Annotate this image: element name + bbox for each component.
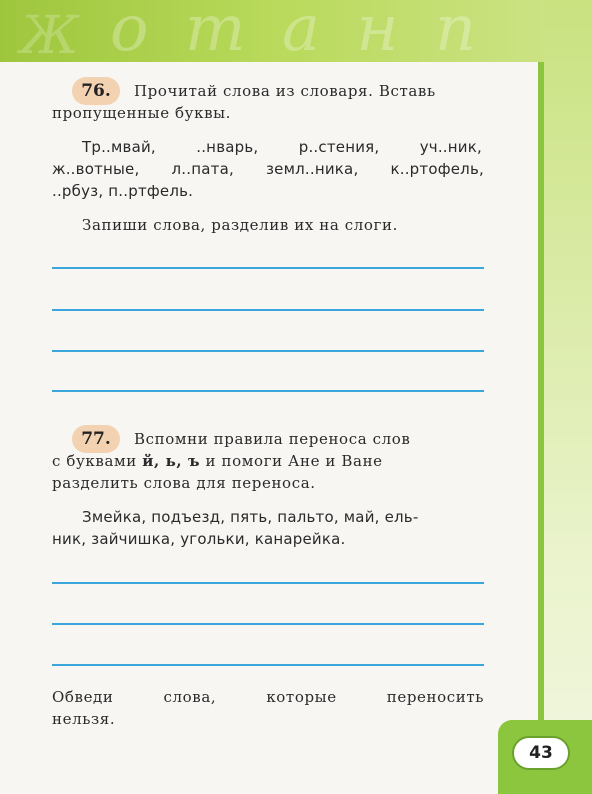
exercise-76-words-line3: ..рбуз, п..ртфель. [52,182,194,200]
word-item: р..стения, [298,138,380,156]
exercise-77-final-line2: нельзя. [52,710,116,728]
exercise-76-number: 76. [72,77,120,105]
word-item: Тр..мвай, [82,138,156,156]
task-text: с буквами [52,452,137,470]
exercise-77-final-line1: Обведи слова, которые переносить [52,688,484,706]
exercise-76-instruction: Запиши слова, разделив их на слоги. [82,216,398,234]
word-item: ж..вотные, [52,160,140,178]
exercise-76-task-line2: пропущенные буквы. [52,104,232,122]
exercise-76-words-line1 [82,136,482,158]
writing-line[interactable] [52,582,484,584]
writing-line[interactable] [52,350,484,352]
writing-line[interactable] [52,267,484,269]
exercise-77-words-line2: ник, зайчишка, угольки, канарейка. [52,530,346,548]
word-item: л..пата, [171,160,234,178]
exercise-76-task-line1: Прочитай слова из словаря. Вставь [134,82,436,100]
word-item: уч..ник, [419,138,482,156]
decorative-letters: Ж [20,6,79,66]
page-number: 43 [512,736,570,770]
exercise-76-words-line2 [52,158,484,180]
word-item: ..нварь, [196,138,259,156]
word-item: к..ртофель, [390,160,484,178]
writing-line[interactable] [52,390,484,392]
header-banner [0,0,592,66]
right-margin-rule [538,62,544,794]
exercise-77-words-line1: Змейка, подъезд, пять, пальто, май, ель- [82,508,419,526]
exercise-77-task-line1: Вспомни правила переноса слов [134,430,411,448]
word-item: земл..ника, [266,160,359,178]
right-margin-strip [544,0,592,794]
writing-line[interactable] [52,309,484,311]
writing-line[interactable] [52,664,484,666]
exercise-77-number: 77. [72,425,120,453]
exercise-77-task-line2 [52,450,383,472]
exercise-77-task-line3: разделить слова для переноса. [52,474,316,492]
decorative-letters: о т а н п [110,0,485,66]
task-text: и помоги Ане и Ване [205,452,383,470]
highlighted-letters: й, ь, ъ [142,452,201,470]
writing-line[interactable] [52,623,484,625]
